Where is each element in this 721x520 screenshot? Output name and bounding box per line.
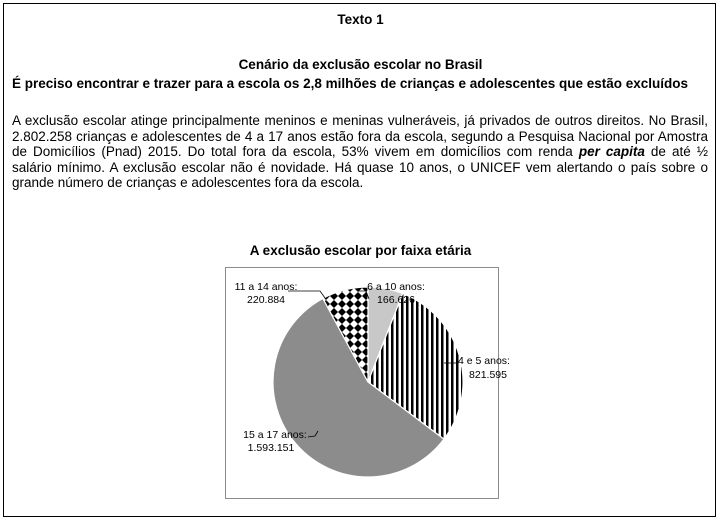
slice-label-4-5: 4 e 5 anos: bbox=[458, 355, 510, 367]
slice-value-15-17: 1.593.151 bbox=[247, 442, 295, 454]
paragraph-part-1: A exclusão escolar atinge principalmente meninos e meninas vulneráveis, já privados de outros direitos. No Brasil, 2.802.258 crianças e adolescentes de 4 a 17 anos estão fora da escola, segundo a Pesquisa Nacional por Amostra de Domicílios (Pnad) 2015. Do total fora da escola, 53% vivem em domicílios com renda bbox=[12, 113, 708, 160]
article-title: Cenário da exclusão escolar no Brasil bbox=[238, 57, 483, 72]
article-paragraph bbox=[12, 113, 708, 191]
slice-label-6-10: 6 a 10 anos: bbox=[367, 281, 425, 293]
chart-title: A exclusão escolar por faixa etária bbox=[249, 243, 472, 258]
slice-label-11-14: 11 a 14 anos: bbox=[234, 281, 298, 293]
article-subtitle: É preciso encontrar e trazer para a escola os 2,8 milhões de crianças e adolescentes que estão excluídos bbox=[12, 76, 689, 91]
pie-chart bbox=[226, 268, 510, 498]
paragraph-part-2: de até ½ salário mínimo. A exclusão escolar não é novidade. Há quase 10 anos, o UNICEF vem alertando o país sobre o grande número de crianças e adolescentes fora da escola. bbox=[12, 144, 709, 191]
chart-frame bbox=[225, 267, 510, 499]
slice-value-4-5: 821.595 bbox=[469, 369, 507, 381]
slice-value-11-14: 220.884 bbox=[247, 294, 285, 306]
paragraph-emphasis: per capita bbox=[578, 144, 645, 160]
slice-value-6-10: 166.626 bbox=[377, 294, 415, 306]
text-label: Texto 1 bbox=[337, 12, 384, 27]
slice-label-15-17: 15 a 17 anos: bbox=[243, 429, 307, 441]
